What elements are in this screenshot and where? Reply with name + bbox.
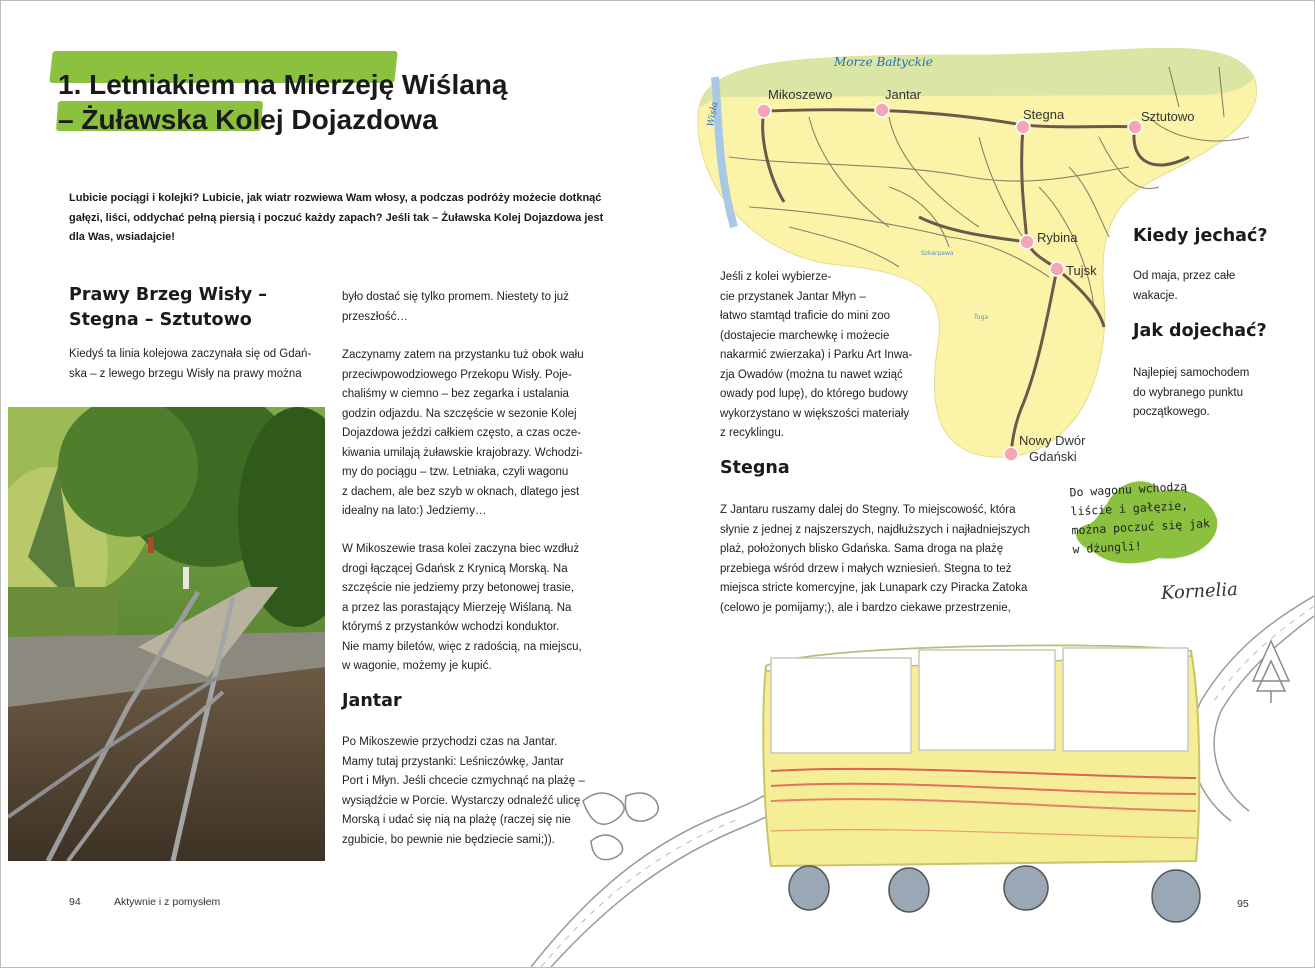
page-number-right: 95 (1237, 898, 1249, 910)
station-dot-nowy-dwor (1004, 447, 1018, 461)
station-dot-jantar (875, 103, 889, 117)
bus-wheel-1 (789, 866, 829, 910)
bus-wheel-3 (1004, 866, 1048, 910)
section-heading-stegna: Stegna (720, 458, 790, 478)
title-line-2: – Żuławska Kolej Dojazdowa (58, 104, 438, 135)
section-heading-prawy-brzeg: Prawy Brzeg Wisły – Stegna – Sztutowo (69, 285, 268, 330)
middle-paragraph-3: W Mikoszewie trasa kolei zaczyna biec wzdłuż drogi łączącej Gdańsk z Krynicą Morską. Na szczęście nie jedziemy przy betonowej trasie, a przez las porastający Mierzeję Wiślaną. Na którymś z przystanków wchodzi konduktor. Nie mamy biletów, więc z radością, na miejscu, w wagonie, możemy je kupić. (342, 543, 582, 672)
right-paragraph-1: Jeśli z kolei wybierze- cie przystanek Jantar Młyn – łatwo stamtąd traficie do mini zoo (dostajecie marchewkę i możecie nakarmić zwierzaka) i Parku Art Inwa- zja Owadów (można tu nawet wziąć owady pod lupę), do którego budowy wykorzystano w większości materiały z recyklingu. (720, 271, 913, 439)
how-text: Najlepiej samochodem do wybranego punktu początkowego. (1133, 367, 1250, 418)
map-sea-label: Morze Bałtyckie (834, 55, 933, 69)
when-heading: Kiedy jechać? (1133, 226, 1268, 246)
station-label-stegna: Stegna (1023, 107, 1065, 122)
railway-track-photo (8, 407, 325, 861)
station-label-mikoszewo: Mikoszewo (768, 87, 833, 102)
book-title-footer: Aktywnie i z pomysłem (114, 896, 221, 908)
station-label-nowy-dwor: Nowy Dwór (1019, 433, 1086, 448)
station-label-jantar: Jantar (885, 87, 922, 102)
station-dot-stegna (1016, 120, 1030, 134)
station-label-sztutowo: Sztutowo (1141, 109, 1195, 124)
station-dot-tujsk (1050, 262, 1064, 276)
station-dot-sztutowo (1128, 120, 1142, 134)
page-title (58, 67, 658, 137)
left-paragraph: Kiedyś ta linia kolejowa zaczynała się od Gdań- ska – z lewego brzegu Wisły na prawy można (69, 348, 312, 380)
handwritten-note: Do wagonu wchodzą liście i gałęzie, można poczuć się jak w dżungli! (1069, 479, 1211, 557)
map-small-label-1: Szkarpawa (921, 250, 954, 257)
middle-paragraph-1: było dostać się tylko promem. Niestety to już przeszłość… (342, 291, 569, 323)
how-heading: Jak dojechać? (1133, 321, 1267, 341)
bus-wheel-4 (1152, 870, 1200, 922)
note-signature: Kornelia (1160, 579, 1239, 604)
when-text: Od maja, przez całe wakacje. (1133, 270, 1236, 302)
page-number-left: 94 (69, 896, 81, 908)
right-paragraph-2: Z Jantaru ruszamy dalej do Stegny. To miejscowość, która słynie z jednej z najszerszych, najdłuższych i najładniejszych plaż, położonych blisko Gdańska. Sama droga na plażę przebiega wśród drzew i małych wzniesień. Stegna to też miejsca stricte komercyjne, jak Lunapark czy Piracka Zatoka (celowo je pomijamy;), ale i bardzo ciekawe przestrzenie, (720, 504, 1031, 614)
station-dot-rybina (1020, 235, 1034, 249)
station-dot-mikoszewo (757, 104, 771, 118)
map-small-label-2: Tuga (974, 314, 989, 321)
bus-wheel-2 (889, 868, 929, 912)
station-label-rybina: Rybina (1037, 230, 1078, 245)
bus-drawing (751, 626, 1221, 926)
middle-paragraph-4: Po Mikoszewie przychodzi czas na Jantar. Mamy tutaj przystanki: Leśniczówkę, Jantar Port i Młyn. Jeśli chcecie czmychnąć na plażę – wysiądźcie w Porcie. Wystarczy odnaleźć ulicę Morską i udać się nią na plażę (raczej się nie zgubicie, bo pewnie nie będziecie sami;)). (342, 736, 585, 846)
title-line-1: 1. Letniakiem na Mierzeję Wiślaną (58, 69, 508, 100)
intro-paragraph: Lubicie pociągi i kolejki? Lubicie, jak wiatr rozwiewa Wam włosy, a podczas podróży możecie dotknąć gałęzi, liści, oddychać pełną piersią i poczuć każdy zapach? Jeśli tak – Żuławska Kolej Dojazdowa jest dla Was, wsiadajcie! (69, 192, 604, 243)
map-river-label: Wisła (706, 101, 721, 128)
station-label-gdanski: Gdański (1029, 449, 1077, 464)
section-heading-jantar: Jantar (342, 691, 402, 711)
station-label-tujsk: Tujsk (1066, 263, 1097, 278)
middle-paragraph-2: Zaczynamy zatem na przystanku tuż obok wału przeciwpowodziowego Przekopu Wisły. Poje- chaliśmy w ciemno – bez zegarka i ustalania godzin odjazdu. Na szczęście w sezonie Kolej Dojazdowa jeździ całkiem często, a czas ocze- kiwania umilają żuławskie krajobrazy. Wchodzi- my do pociągu – tzw. Letniaka, czyli wagonu z dachem, ale bez szyb w oknach, dlatego jest idealny na lato:) Jedziemy… (342, 349, 584, 517)
